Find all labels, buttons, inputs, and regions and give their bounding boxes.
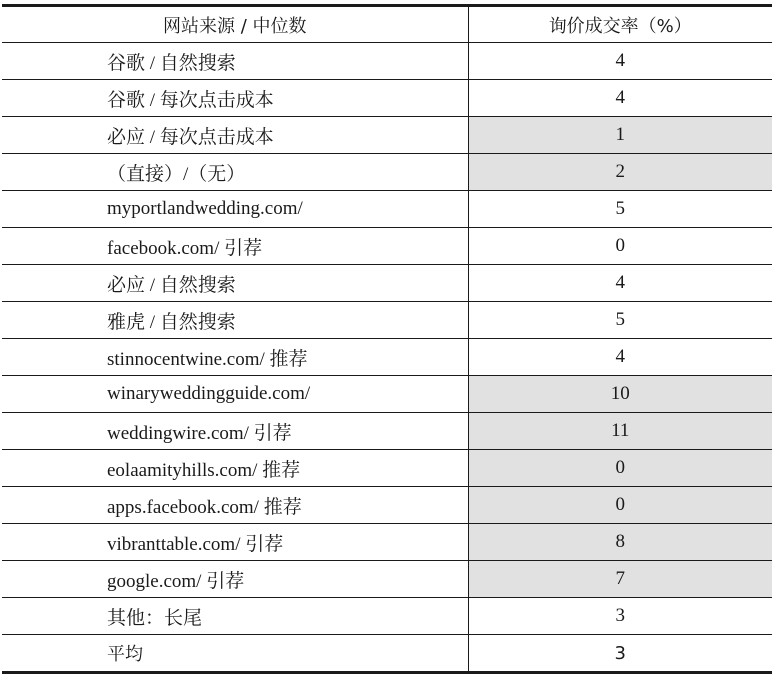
header-row bbox=[2, 6, 772, 43]
source-cell: google.com/ 引荐 bbox=[2, 561, 468, 598]
rate-cell: 8 bbox=[468, 524, 772, 561]
source-cell: facebook.com/ 引荐 bbox=[2, 228, 468, 265]
rate-cell: 2 bbox=[468, 154, 772, 191]
rate-cell: 10 bbox=[468, 376, 772, 413]
table-row bbox=[2, 302, 772, 339]
rate-cell: 4 bbox=[468, 80, 772, 117]
source-cell: weddingwire.com/ 引荐 bbox=[2, 413, 468, 450]
table-row bbox=[2, 524, 772, 561]
table-row bbox=[2, 598, 772, 635]
table-row bbox=[2, 117, 772, 154]
table-row bbox=[2, 376, 772, 413]
source-cell: 雅虎 / 自然搜索 bbox=[2, 302, 468, 339]
rate-cell: 1 bbox=[468, 117, 772, 154]
rate-cell: 5 bbox=[468, 191, 772, 228]
source-cell: （直接）/（无） bbox=[2, 154, 468, 191]
table-row bbox=[2, 413, 772, 450]
source-cell: eolaamityhills.com/ 推荐 bbox=[2, 450, 468, 487]
average-rate: 3 bbox=[468, 635, 772, 673]
rate-cell: 7 bbox=[468, 561, 772, 598]
source-cell: apps.facebook.com/ 推荐 bbox=[2, 487, 468, 524]
source-column-header: 网站来源 / 中位数 bbox=[2, 6, 468, 43]
source-cell: vibranttable.com/ 引荐 bbox=[2, 524, 468, 561]
rate-cell: 0 bbox=[468, 450, 772, 487]
table-header bbox=[2, 6, 772, 43]
source-cell: 谷歌 / 自然搜索 bbox=[2, 43, 468, 80]
rate-cell: 4 bbox=[468, 43, 772, 80]
table-row bbox=[2, 80, 772, 117]
rate-cell: 11 bbox=[468, 413, 772, 450]
source-cell: winaryweddingguide.com/ bbox=[2, 376, 468, 413]
average-label: 平均 bbox=[2, 635, 468, 673]
table-row bbox=[2, 228, 772, 265]
source-cell: 谷歌 / 每次点击成本 bbox=[2, 80, 468, 117]
source-cell: 必应 / 每次点击成本 bbox=[2, 117, 468, 154]
rate-cell: 3 bbox=[468, 598, 772, 635]
source-cell: 必应 / 自然搜索 bbox=[2, 265, 468, 302]
table-row bbox=[2, 487, 772, 524]
table-body bbox=[2, 43, 772, 673]
rate-cell: 4 bbox=[468, 339, 772, 376]
conversion-rate-table bbox=[2, 4, 772, 674]
table-row bbox=[2, 43, 772, 80]
rate-cell: 0 bbox=[468, 228, 772, 265]
source-cell: stinnocentwine.com/ 推荐 bbox=[2, 339, 468, 376]
table-row bbox=[2, 339, 772, 376]
rate-column-header: 询价成交率（%） bbox=[468, 6, 772, 43]
table-row bbox=[2, 154, 772, 191]
average-row bbox=[2, 635, 772, 673]
table-row bbox=[2, 561, 772, 598]
source-cell: myportlandwedding.com/ bbox=[2, 191, 468, 228]
table-row bbox=[2, 191, 772, 228]
table-row bbox=[2, 265, 772, 302]
table-row bbox=[2, 450, 772, 487]
rate-cell: 0 bbox=[468, 487, 772, 524]
rate-cell: 5 bbox=[468, 302, 772, 339]
rate-cell: 4 bbox=[468, 265, 772, 302]
source-cell: 其他：长尾 bbox=[2, 598, 468, 635]
